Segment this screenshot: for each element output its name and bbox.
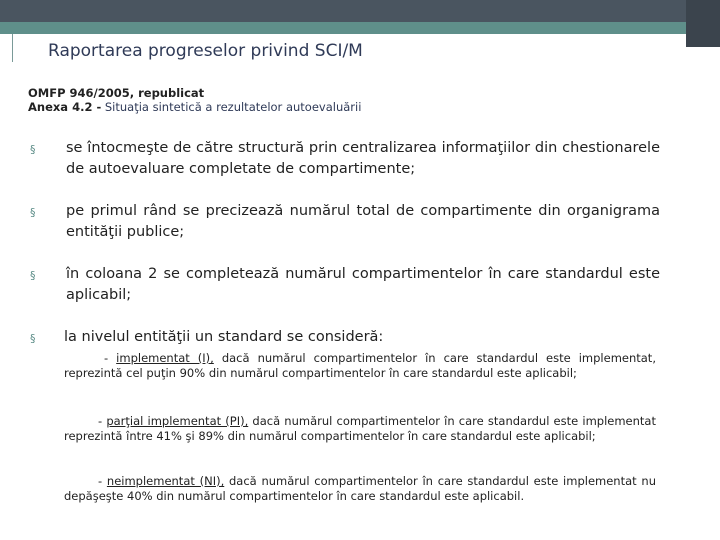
- slide-title: Raportarea progreselor privind SCI/M: [48, 41, 363, 61]
- level-prefix: -: [98, 414, 107, 428]
- top-bar: [0, 0, 720, 22]
- annex-text: Situaţia sintetică a rezultatelor autoevaluării: [104, 100, 362, 114]
- square-bullet-icon: §: [30, 269, 36, 282]
- level-prefix: -: [98, 474, 107, 488]
- accent-bar: [0, 22, 720, 34]
- annex-line: [28, 100, 361, 114]
- bullet-item: [30, 138, 660, 180]
- square-bullet-icon: §: [30, 332, 36, 345]
- level-term: neimplementat (NI),: [106, 474, 225, 488]
- level-implemented: [64, 351, 656, 381]
- bullet-text: se întocmeşte de către structură prin centralizarea informaţiilor din chestionarele de autoevaluare completate de compartimente;: [66, 140, 660, 177]
- square-bullet-icon: §: [30, 206, 36, 219]
- bullet-text: pe primul rând se precizează numărul total de compartimente din organigrama entităţii publice;: [66, 203, 660, 240]
- bullet-item: [30, 327, 660, 348]
- level-partial: [64, 414, 656, 444]
- level-text: dacă numărul compartimentelor în care standardul este implementat nu depăşeşte 40% din numărul compartimentelor în care standardul este aplicabil.: [64, 474, 656, 503]
- level-not-implemented: [64, 474, 656, 504]
- bullet-text: în coloana 2 se completează numărul compartimentelor în care standardul este aplicabil;: [66, 266, 660, 303]
- square-bullet-icon: §: [30, 143, 36, 156]
- divider-line: [12, 34, 13, 62]
- level-text: dacă numărul compartimentelor în care standardul este implementat reprezintă între 41% şi 89% din numărul compartimentelor în care standardul este aplicabil;: [64, 414, 656, 443]
- bullet-item: [30, 201, 660, 243]
- corner-block: [686, 0, 720, 47]
- level-term: parţial implementat (PI),: [106, 414, 249, 428]
- reference-line: OMFP 946/2005, republicat: [28, 86, 205, 100]
- level-prefix: -: [104, 351, 117, 365]
- annex-label: Anexa 4.2 -: [28, 100, 102, 114]
- bullet-text: la nivelul entităţii un standard se consideră:: [64, 329, 384, 345]
- level-term: implementat (I),: [116, 351, 214, 365]
- level-text: dacă numărul compartimentelor în care standardul este implementat, reprezintă cel puţin 90% din numărul compartimentelor în care standardul este aplicabil;: [64, 351, 656, 380]
- bullet-item: [30, 264, 660, 306]
